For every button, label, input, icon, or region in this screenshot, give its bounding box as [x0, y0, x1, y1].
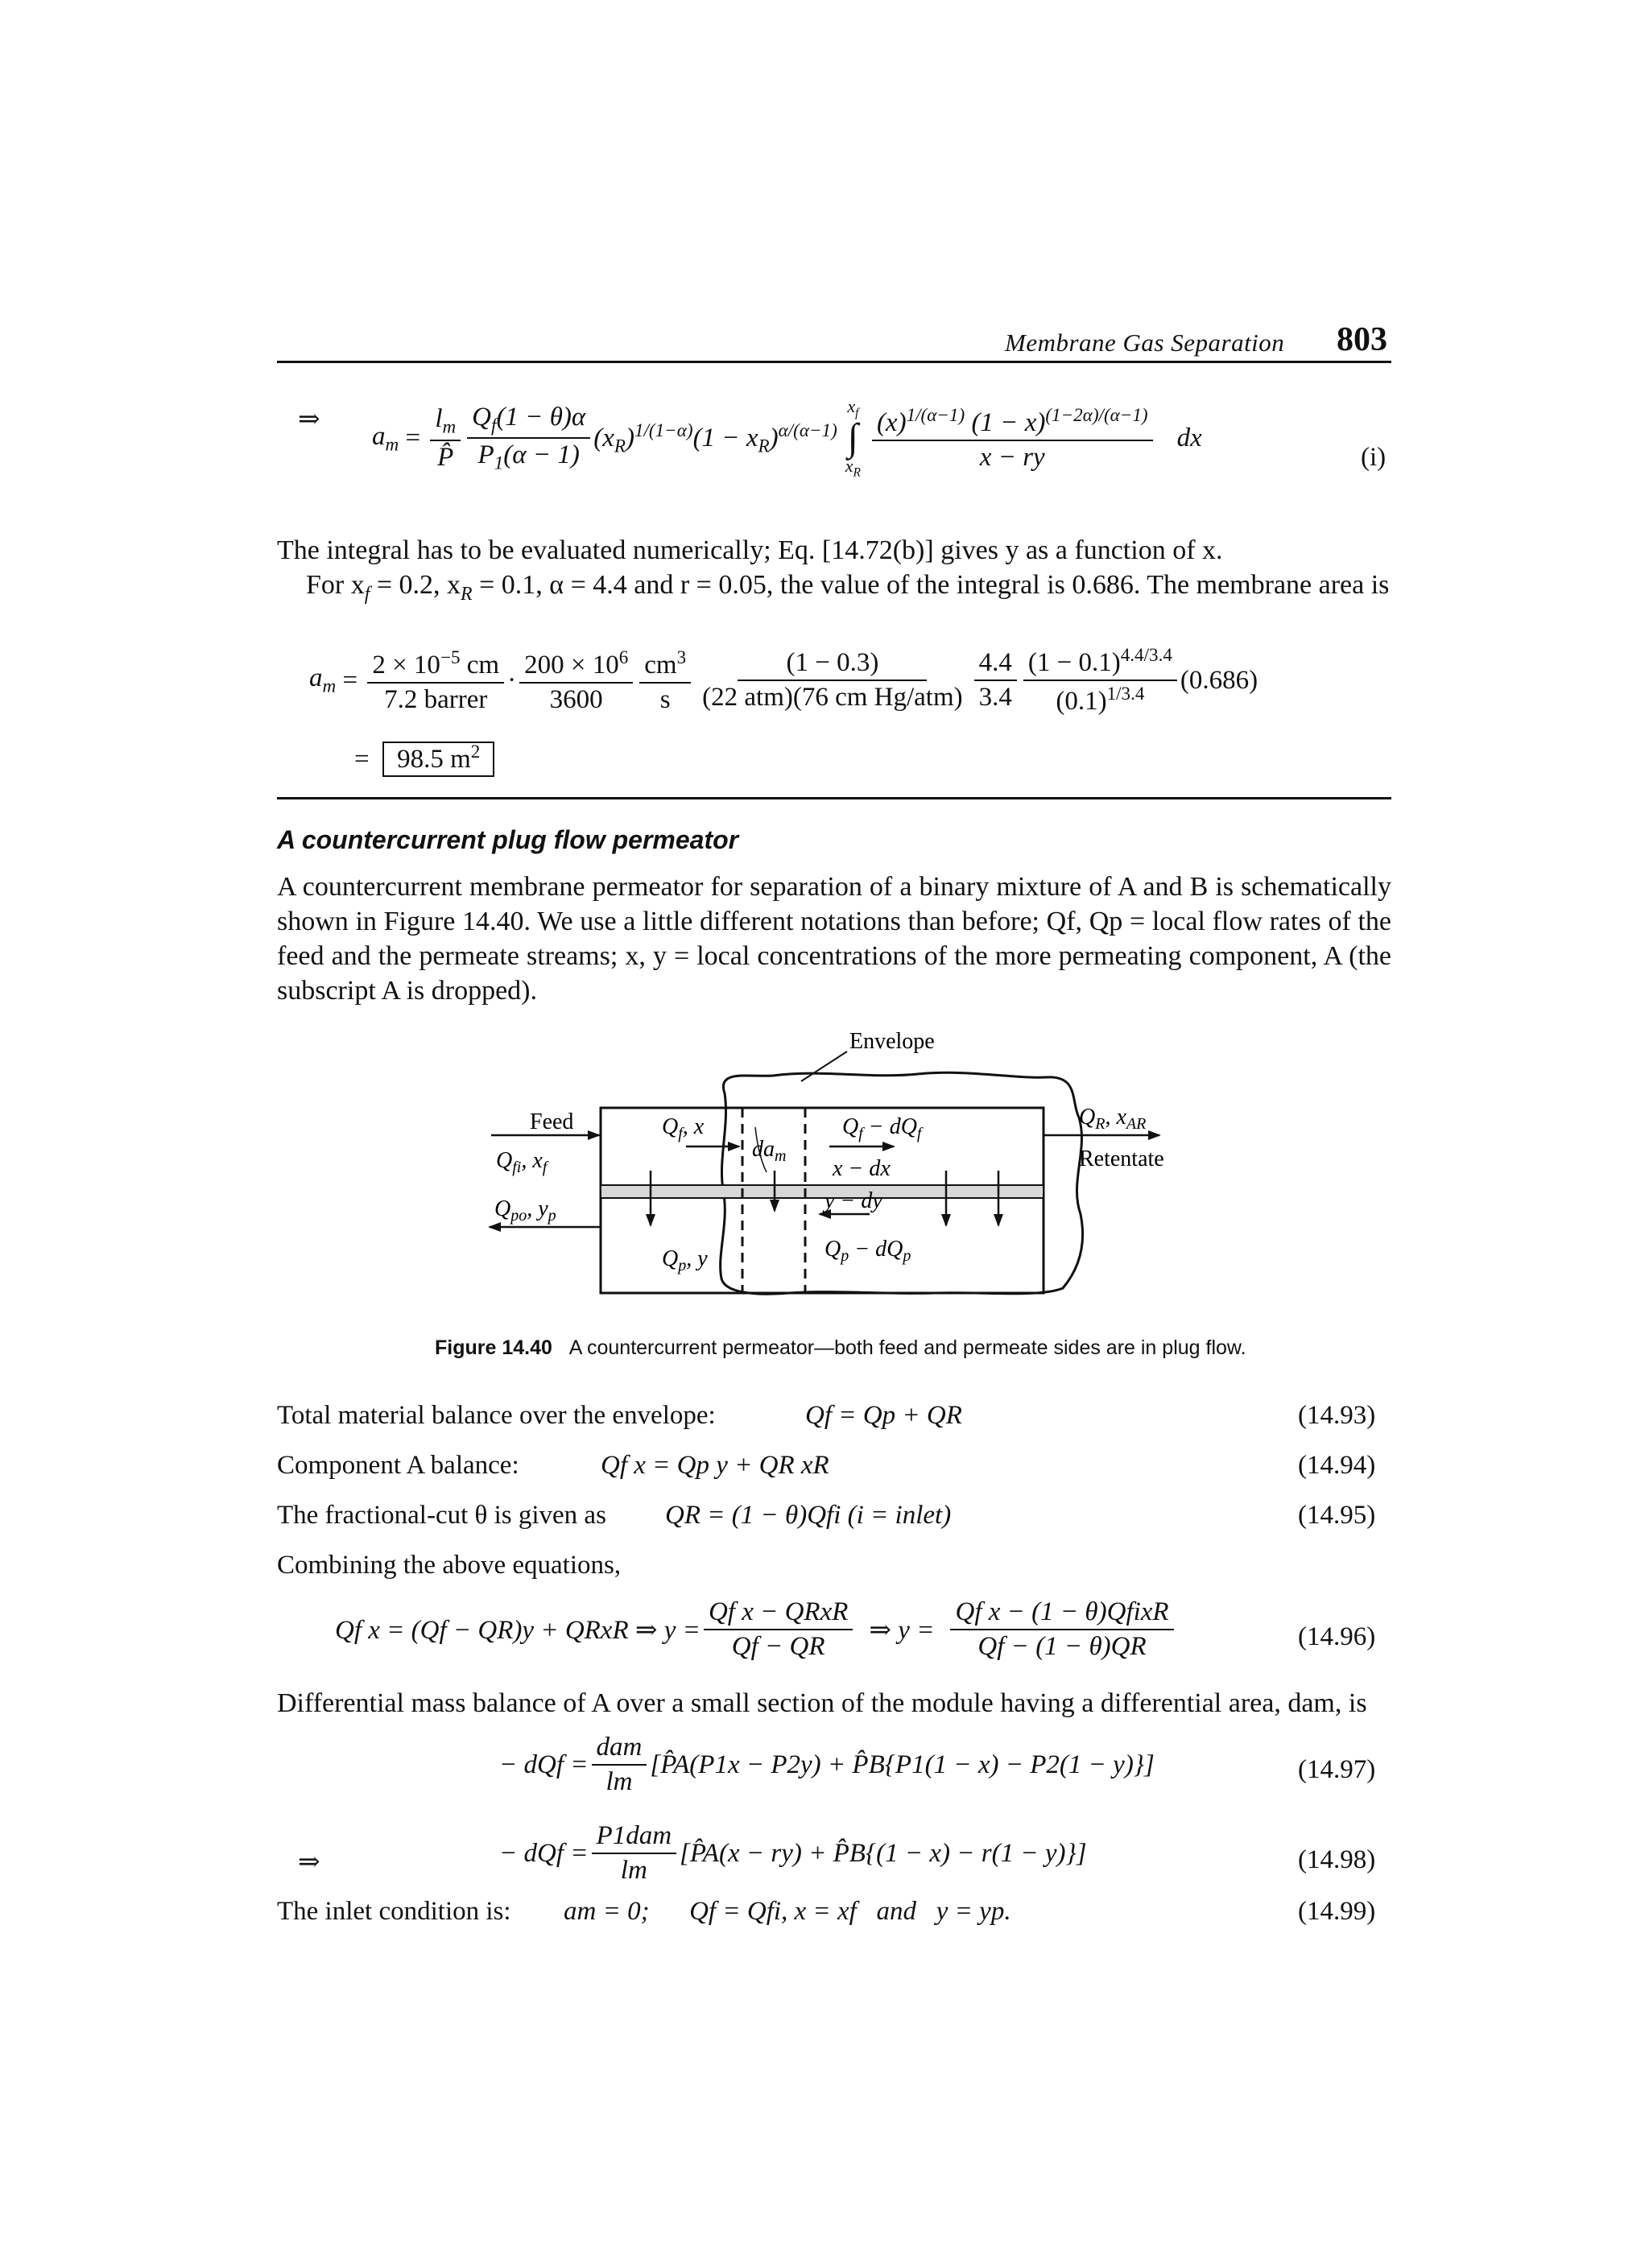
balance-total-eq: Qf = Qp + QR [805, 1401, 962, 1430]
result-box: 98.5 $m^2$ [382, 742, 494, 777]
balance-component: Component A balance: [277, 1451, 519, 1480]
figure-caption [435, 1336, 1246, 1360]
qp-y-label: $Q_p$, y [662, 1246, 708, 1274]
qf-x-label: $Q_f$, x [662, 1114, 705, 1142]
page-number: 803 [1337, 321, 1387, 358]
differential-paragraph: Differential mass balance of A over a small section of the module having a differential area, dam, is [277, 1688, 1367, 1718]
eqnum-14-99: (14.99) [1298, 1897, 1376, 1926]
eqnum-14-96: (14.96) [1298, 1622, 1376, 1651]
figure-caption-text: A countercurrent permeator—both feed and permeate sides are in plug flow. [568, 1336, 1246, 1359]
header-rule [277, 361, 1391, 363]
equation-i [298, 403, 320, 435]
area-calculation: $a_m$ = $\frac{2 \times 10^{-5} cm}{\text{7.2 barrer}}$ · $\frac{200 \times 10^6}{3600}$ $\frac{cm^3}{s}$ $\frac{(1 - 0.3)}{\text{(22 atm)(76 cm Hg/atm)}}$ $\frac{4.4}{3.4}$ $\frac{(1 - 0.1)^{4.4/3.4}}{(0.1)^{1/3.4}}$ (0.686) [309, 644, 1258, 716]
equation-i-body: $a_m$ = $\frac{l_m}{P̂}$ $\frac{Q_f(1 - \theta)\alpha}{P_1(\alpha - 1)}$ $(x_R)^{1/(1-\alpha)}$ $(1 - x_R)^{\alpha/(\alpha-1)}$ $x_f$ ∫ $x_R$ $\frac{(x)^{1/(\alpha-1)} (1 - x)^{(1-2\alpha)/(\alpha-1)}}{x - ry}$ dx [372, 396, 1202, 480]
dam-label: $da_m$ [752, 1137, 787, 1165]
y-dy-label: y − dy [824, 1188, 882, 1213]
feed-label: Feed [530, 1109, 574, 1134]
equation-14-97: − dQf = $\frac{\text{dam}}{lm}$ [P̂A(P1x − P2y) + P̂B{P1(1 − x) − P2(1 − y)}] [499, 1733, 1155, 1796]
eqnum-14-98: (14.98) [1298, 1845, 1376, 1874]
implies-arrow-98: ⇒ [298, 1848, 320, 1877]
equation-14-98: − dQf = $\frac{\text{P1dam}}{lm}$ [P̂A(x − ry) + P̂B{(1 − x) − r(1 − y)}] [499, 1821, 1087, 1885]
fractional-cut-text: The fractional-cut θ is given as [277, 1501, 606, 1530]
paragraph-membrane-area: For $x_f = 0.2$, $x_R = 0.1$, α = 4.4 and r = 0.05, the value of the integral is 0.686. The membrane area is [306, 570, 1390, 605]
paragraph-integral: The integral has to be evaluated numerically; Eq. [14.72(b)] gives y as a function of x. [277, 535, 1223, 565]
running-title: Membrane Gas Separation [1005, 328, 1285, 357]
qf-dqf-label: $Q_f - dQ_f$ [842, 1114, 922, 1142]
retentate-label: Retentate [1079, 1146, 1164, 1171]
eqnum-14-93: (14.93) [1298, 1401, 1376, 1430]
x-dx-label: x − dx [833, 1156, 891, 1181]
figure-caption-label: Figure 14.40 [435, 1336, 552, 1359]
implies-arrow: ⇒ [298, 405, 320, 434]
balance-component-eq: Qf x = Qp y + QR xR [601, 1451, 829, 1480]
feed-flow-label: $Q_{fi}$, $x_f$ [496, 1148, 548, 1176]
section-heading: A countercurrent plug flow permeator [277, 825, 739, 854]
balance-total: Total material balance over the envelope: [277, 1401, 716, 1430]
section-rule [277, 797, 1391, 799]
fractional-cut-eq: QR = (1 − θ)Qfi (i = inlet) [665, 1501, 952, 1530]
qr-label: $Q_R$, $x_{AR}$ [1079, 1105, 1147, 1133]
envelope-label: Envelope [849, 1029, 935, 1054]
permeator-figure [483, 1021, 1192, 1319]
inlet-condition-text: The inlet condition is: [277, 1897, 511, 1926]
equation-14-96: Qf x = (Qf − QR)y + QRxR ⇒ y = $\frac{\text{Qf x − QRxR}}{Qf - QR}$ ⇒ y = $\frac{\text{Qf x − (1 − θ)QfixR}}{Qf - (1 - \theta)QR}$ [335, 1597, 1177, 1662]
eqnum-14-95: (14.95) [1298, 1501, 1376, 1530]
eqnum-14-94: (14.94) [1298, 1451, 1376, 1480]
equation-i-label: (i) [1361, 443, 1387, 472]
section-paragraph: A countercurrent membrane permeator for separation of a binary mixture of A and B is schematically shown in Figure 14.40. We use a little different notations than before; Qf, Qp = local flow rates of the feed and the permeate streams; x, y = local concentrations of the more permeating component, A (the subscript A is dropped). [277, 872, 1391, 1006]
eqnum-14-97: (14.97) [1298, 1755, 1376, 1784]
combining-text: Combining the above equations, [277, 1551, 622, 1580]
inlet-condition-eq: am = 0; Qf = Qfi, x = xf and y = yp. [564, 1897, 1011, 1926]
area-result: = 98.5 $m^2$ [354, 741, 494, 775]
permeate-out-label: $Q_{po}$, $y_p$ [494, 1196, 556, 1225]
qp-dqp-label: $Q_p - dQ_p$ [824, 1237, 911, 1265]
